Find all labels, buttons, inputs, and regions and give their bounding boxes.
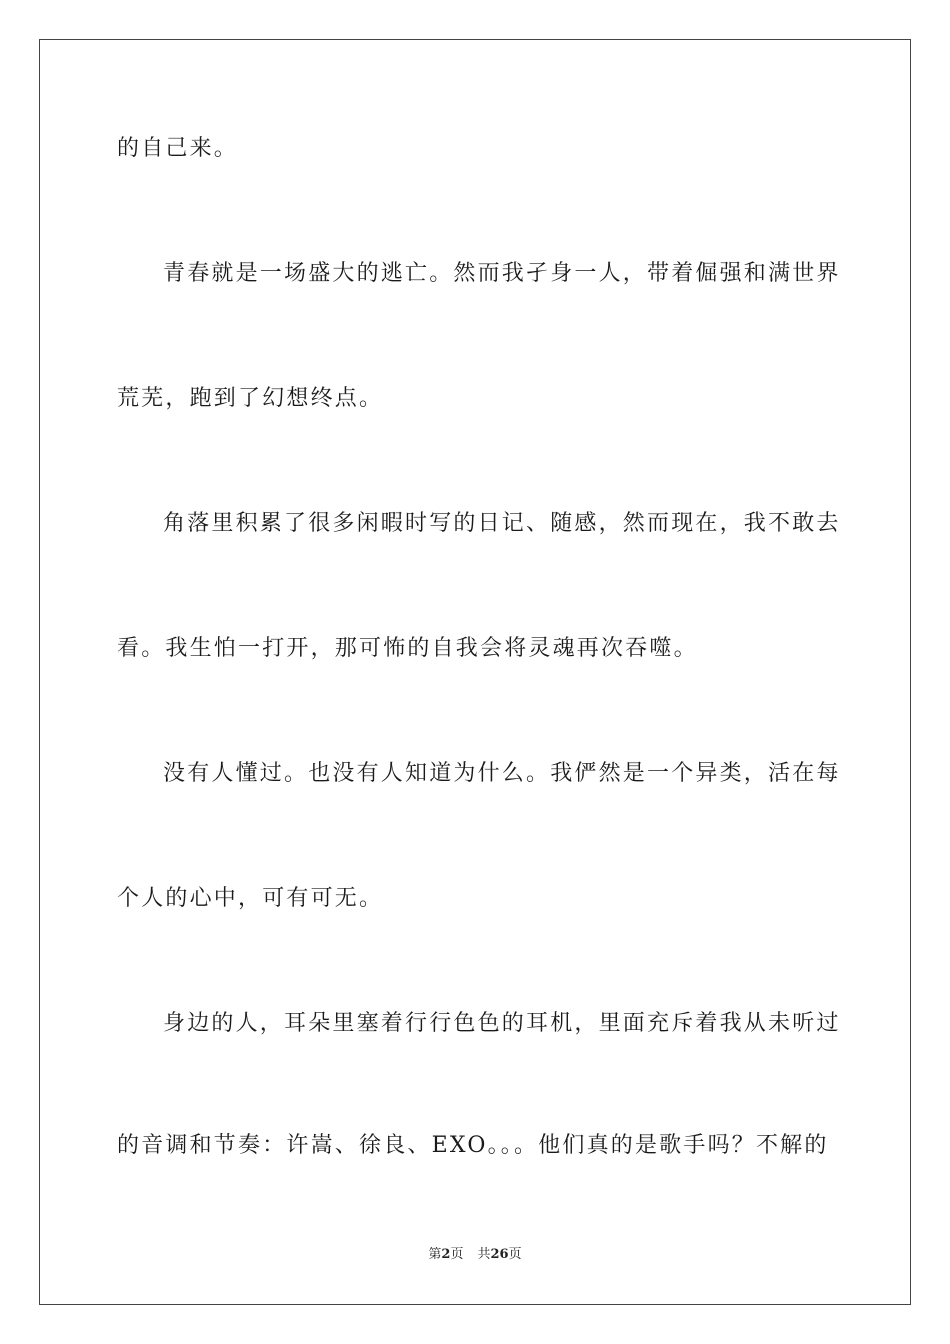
text-line-6: 没有人懂过。也没有人知道为什么。我俨然是一个异类，活在每 (163, 761, 841, 786)
total-prefix: 共 (477, 1247, 491, 1262)
page-number: 2 (441, 1247, 451, 1262)
total-pages: 26 (490, 1247, 509, 1262)
text-line-9: 的音调和节奏：许嵩、徐良、EXO。。。他们真的是歌手吗？不解的 (117, 1133, 829, 1158)
page-footer (0, 1246, 950, 1264)
text-line-8: 身边的人，耳朵里塞着行行色色的耳机，里面充斥着我从未听过 (163, 1011, 841, 1036)
text-line-3: 荒芜，跑到了幻想终点。 (117, 386, 384, 411)
text-line-5: 看。我生怕一打开，那可怖的自我会将灵魂再次吞噬。 (117, 636, 698, 661)
page-prefix: 第 (428, 1247, 442, 1262)
page-suffix: 页 (450, 1247, 464, 1262)
page-frame (39, 39, 911, 1305)
text-line-7: 个人的心中，可有可无。 (117, 886, 384, 911)
text-line-1: 的自己来。 (117, 136, 239, 161)
text-line-2: 青春就是一场盛大的逃亡。然而我孑身一人，带着倔强和满世界 (163, 261, 841, 286)
text-line-4: 角落里积累了很多闲暇时写的日记、随感，然而现在，我不敢去 (163, 511, 841, 536)
total-suffix: 页 (508, 1247, 522, 1262)
